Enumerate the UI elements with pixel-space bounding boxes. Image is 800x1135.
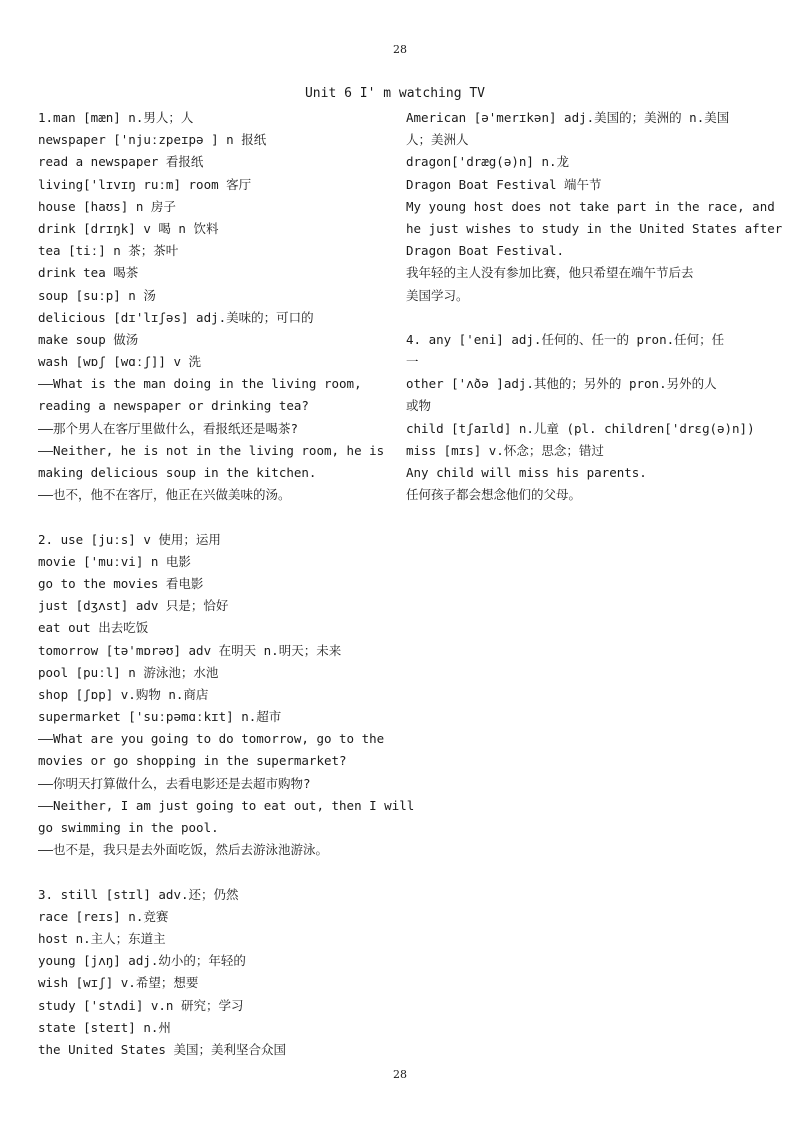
text-line: American [ə'merɪkən] adj.美国的；美洲的 n.美国 (406, 110, 730, 125)
text-line: 3. still [stɪl] adv.还；仍然 (38, 886, 239, 902)
text-line: drink [drɪŋk] v 喝 n 饮料 (38, 220, 219, 236)
text-line: 一 (406, 354, 419, 370)
text-line: house [haʊs] n 房子 (38, 198, 176, 214)
text-line: tea [tiː] n 茶；茶叶 (38, 243, 179, 259)
text-line: drink tea 喝茶 (38, 265, 139, 281)
text-line: young [jʌŋ] adj.幼小的；年轻的 (38, 953, 246, 969)
left-column (38, 107, 415, 1061)
paragraph-gap (38, 861, 383, 883)
text-line: he just wishes to study in the United States after (406, 220, 783, 236)
text-line: ——那个男人在客厅里做什么，看报纸还是喝茶? (38, 420, 299, 436)
text-line: delicious [dɪ'lɪʃəs] adj.美味的；可口的 (38, 309, 314, 325)
text-line: 4. any ['eni] adj.任何的、任一的 pron.任何；任 (406, 331, 725, 347)
text-line: dragon['dræg(ə)n] n.龙 (406, 154, 570, 170)
text-line: make soup 做汤 (38, 331, 139, 347)
page-number-bottom: 28 (393, 1068, 407, 1081)
text-line: ——What are you going to do tomorrow, go to the (38, 731, 385, 747)
text-line: 我年轻的主人没有参加比赛，他只希望在端午节后去 (406, 265, 694, 281)
text-line: go to the movies 看电影 (38, 575, 204, 591)
page-number-top: 28 (393, 43, 407, 56)
text-line: race [reɪs] n.竞赛 (38, 908, 169, 924)
text-line: My young host does not take part in the race, and (406, 198, 775, 214)
text-line: movie ['muːvi] n 电影 (38, 553, 191, 569)
text-line: ——Neither, I am just going to eat out, then I will (38, 797, 415, 813)
text-line: wash [wɒʃ [wɑːʃ]] v 洗 (38, 354, 202, 370)
text-line: 2. use [juːs] v 使用；运用 (38, 531, 221, 547)
text-line: host n.主人；东道主 (38, 930, 166, 946)
page-title: Unit 6 I' m watching TV (304, 86, 485, 101)
text-line: the United States 美国；美利坚合众国 (38, 1041, 286, 1057)
text-line: soup [suːp] n 汤 (38, 287, 156, 303)
text-line: ——你明天打算做什么，去看电影还是去超市购物? (38, 775, 311, 791)
text-line: tomorrow [tə'mɒrəʊ] adv 在明天 n.明天；未来 (38, 642, 342, 658)
text-line: ——也不，他不在客厅，他正在兴做美味的汤。 (38, 487, 291, 503)
right-column (406, 107, 783, 506)
text-line: living['lɪvɪŋ ruːm] room 客厅 (38, 176, 252, 192)
text-line: state [steɪt] n.州 (38, 1019, 171, 1035)
text-line: ——也不是，我只是去外面吃饭，然后去游泳池游泳。 (38, 842, 329, 858)
text-line: shop [ʃɒp] v.购物 n.商店 (38, 686, 209, 702)
text-line: supermarket ['suːpəmɑːkɪt] n.超市 (38, 709, 282, 725)
text-line: other ['ʌðə ]adj.其他的；另外的 pron.另外的人 (406, 376, 717, 392)
text-line: read a newspaper 看报纸 (38, 154, 204, 170)
text-line: study ['stʌdi] v.n 研究；学习 (38, 997, 244, 1013)
text-line: ——Neither, he is not in the living room, he is (38, 442, 385, 458)
text-line: making delicious soup in the kitchen. (38, 465, 317, 480)
text-line: wish [wɪʃ] v.希望；想要 (38, 975, 199, 991)
text-line: 任何孩子都会想念他们的父母。 (406, 487, 582, 503)
text-line: movies or go shopping in the supermarket? (38, 753, 347, 769)
text-line: child [tʃaɪld] n.儿童 (pl. children['drɛɡ(ə)n]) (406, 420, 755, 436)
text-line: Dragon Boat Festival 端午节 (406, 176, 602, 192)
text-line: Any child will miss his parents. (406, 465, 647, 480)
text-line: reading a newspaper or drinking tea? (38, 398, 309, 414)
text-line: miss [mɪs] v.怀念；思念；错过 (406, 442, 604, 458)
text-line: pool [puːl] n 游泳池；水池 (38, 664, 219, 680)
text-line: 美国学习。 (406, 287, 469, 303)
text-line: 1.man [mæn] n.男人；人 (38, 110, 194, 125)
text-line: eat out 出去吃饭 (38, 620, 149, 636)
text-line: newspaper ['njuːzpeɪpə ] n 报纸 (38, 132, 267, 148)
text-line: go swimming in the pool. (38, 820, 219, 835)
paragraph-gap (38, 506, 383, 528)
paragraph-gap (406, 307, 751, 329)
text-line: ——What is the man doing in the living room, (38, 376, 362, 392)
text-line: 或物 (406, 398, 432, 414)
text-line: 人；美洲人 (406, 132, 469, 148)
text-line: Dragon Boat Festival. (406, 243, 565, 259)
text-line: just [dʒʌst] adv 只是；恰好 (38, 598, 229, 614)
